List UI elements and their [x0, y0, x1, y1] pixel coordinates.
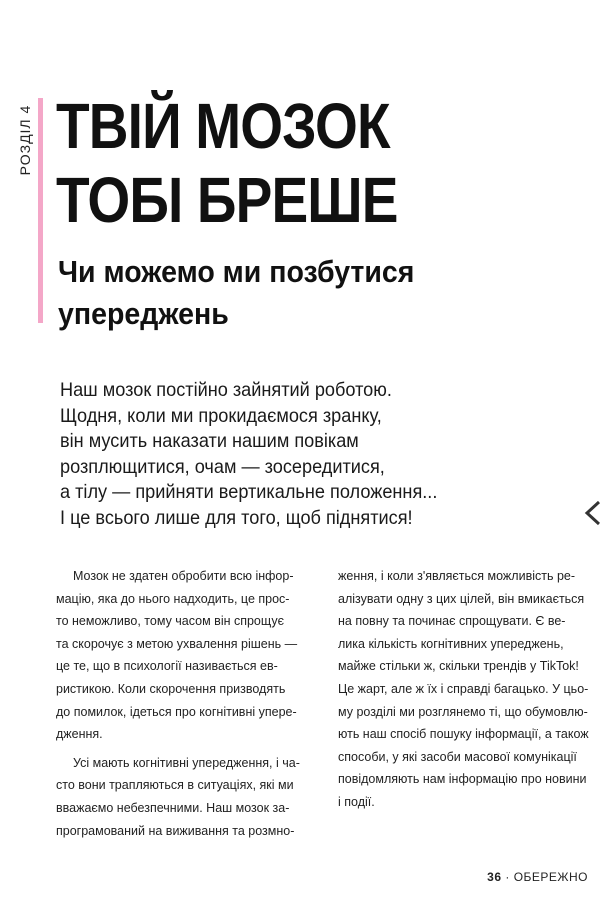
section-label: РОЗДІЛ 4	[17, 104, 33, 176]
page-footer	[487, 870, 588, 884]
text-line: сто вони трапляються в ситуаціях, які ми	[56, 778, 294, 793]
text-line: ження, і коли з'являється можливість ре-	[338, 569, 576, 583]
book-title: ОБЕРЕЖНО	[513, 870, 588, 884]
title-line-2: ТОБІ БРЕШЕ	[56, 164, 398, 236]
footer-separator: ·	[501, 870, 514, 884]
text-line: дження.	[56, 727, 103, 742]
text-line: ристикою. Коли скорочення призводять	[56, 681, 286, 696]
subtitle-line-2: упереджень	[58, 296, 229, 331]
lead-line: розплющитися, очам — зосередитися,	[60, 455, 385, 478]
body-column-left	[56, 565, 324, 842]
text-line: до помилок, ідеться про когнітивні упере-	[56, 704, 297, 719]
text-line: програмований на виживання та розмно-	[56, 823, 295, 838]
text-line: алізувати одну з цих цілей, він вмикається	[338, 591, 585, 606]
lead-line: Наш мозок постійно зайнятий роботою.	[60, 379, 392, 401]
lead-paragraph	[60, 378, 520, 531]
text-line: способи, у які засоби масової комунікації	[338, 749, 577, 764]
edge-arrow-icon	[582, 500, 600, 526]
body-paragraph-2	[56, 752, 324, 842]
text-line: майже стільки ж, скільки трендів у TikTok!	[338, 659, 579, 674]
subtitle-line-1: Чи можемо ми позбутися	[58, 254, 415, 289]
text-line: повідомляють нам інформацію про новини	[338, 772, 587, 787]
lead-line: Щодня, коли ми прокидаємося зранку,	[60, 404, 382, 427]
lead-line: а тілу — прийняти вертикальне положення...	[60, 481, 438, 503]
text-line: Усі мають когнітивні упередження, і ча-	[73, 755, 300, 770]
text-line: Це жарт, але ж їх і справді багацько. У цьо-	[338, 681, 589, 696]
text-line: на повну та починає спрощувати. Є ве-	[338, 614, 566, 629]
text-line: і події.	[338, 794, 375, 809]
text-line: му розділі ми розглянемо ті, що обумовлю-	[338, 704, 588, 719]
text-line: вважаємо небезпечними. Наш мозок за-	[56, 800, 290, 815]
text-line: це те, що в психології називається ев-	[56, 659, 278, 674]
lead-line: І це всього лише для того, щоб піднятися!	[60, 506, 413, 529]
text-line: мацію, яка до нього надходить, це прос-	[56, 591, 290, 606]
lead-line: він мусить наказати нашим повікам	[60, 430, 359, 452]
text-line: лика кількість когнітивних упереджень,	[338, 636, 564, 651]
text-line: та скорочує з метою ухвалення рішень —	[56, 636, 298, 651]
title-line-1: ТВІЙ МОЗОК	[56, 90, 390, 162]
page-number: 36	[487, 870, 502, 884]
pink-accent-bar	[38, 98, 43, 323]
body-column-right	[338, 565, 600, 814]
text-line: ють наш спосіб пошуку інформації, а також	[338, 727, 589, 742]
body-paragraph-3	[338, 565, 600, 814]
text-line: то неможливо, тому часом він спрощує	[56, 614, 284, 629]
body-paragraph-1	[56, 565, 324, 746]
text-line: Мозок не здатен обробити всю інфор-	[73, 569, 294, 583]
